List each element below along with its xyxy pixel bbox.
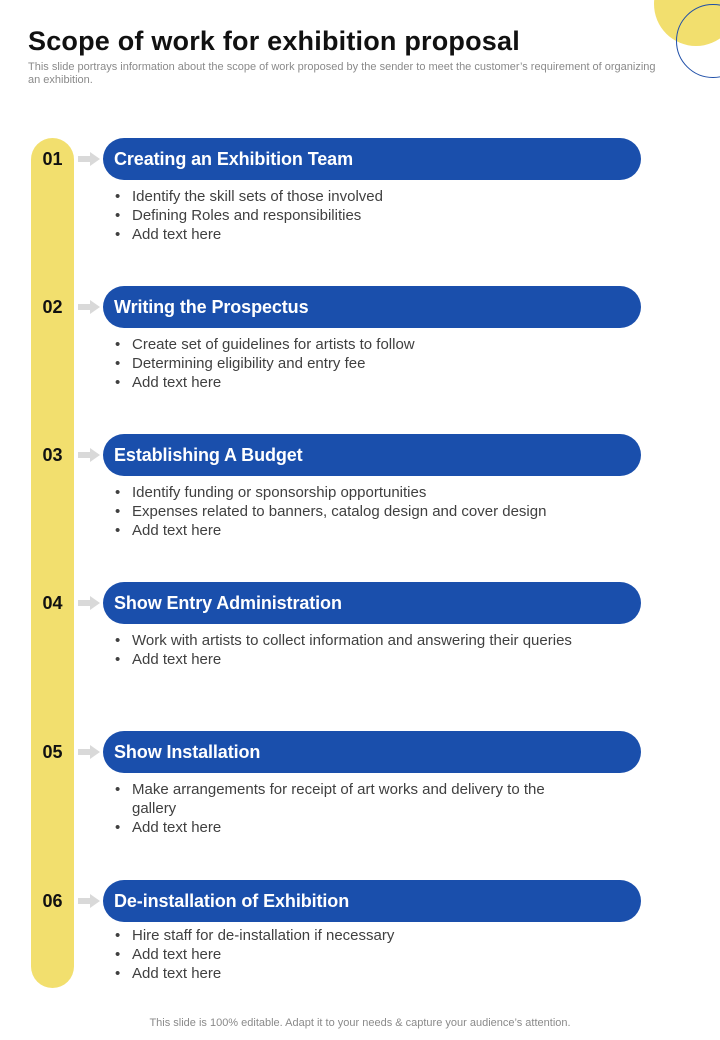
step-heading: Creating an Exhibition Team: [103, 138, 641, 180]
bullet-item: • Add text here: [132, 650, 592, 669]
step-4: [0, 582, 720, 702]
step-1: [0, 138, 720, 258]
bullet-item: • Add text here: [132, 818, 592, 837]
timeline-bar: [31, 138, 74, 988]
step-bullets: [132, 187, 592, 244]
step-heading: Show Entry Administration: [103, 582, 641, 624]
step-heading: De-installation of Exhibition: [103, 880, 641, 922]
bullet-item: • Add text here: [132, 373, 592, 392]
bullet-item: • Expenses related to banners, catalog design and cover design: [132, 502, 592, 521]
bullet-item: • Identify funding or sponsorship opportunities: [132, 483, 592, 502]
step-2: [0, 286, 720, 406]
step-number: 02: [42, 297, 63, 317]
step-6: [0, 880, 720, 1000]
arrow-right-icon: [78, 745, 100, 759]
step-bullets: [132, 631, 592, 669]
page-subtitle: This slide portrays information about the scope of work proposed by the sender to meet the customer’s requirement of organizing an exhibition.: [28, 61, 656, 86]
arrow-right-icon: [78, 596, 100, 610]
bullet-item: • Add text here: [132, 225, 592, 244]
step-3: [0, 434, 720, 554]
step-number: 05: [42, 742, 63, 762]
step-number: 06: [42, 891, 63, 911]
arrow-right-icon: [78, 448, 100, 462]
step-bullets: [132, 335, 592, 392]
bullet-item: • Determining eligibility and entry fee: [132, 354, 592, 373]
step-number: 04: [42, 593, 63, 613]
arrow-right-icon: [78, 300, 100, 314]
step-heading: Writing the Prospectus: [103, 286, 641, 328]
arrow-right-icon: [78, 894, 100, 908]
bullet-item: • Work with artists to collect information and answering their queries: [132, 631, 592, 650]
bullet-item: • Defining Roles and responsibilities: [132, 206, 592, 225]
step-heading: Establishing A Budget: [103, 434, 641, 476]
step-bullets: [132, 926, 592, 983]
step-bullets: [132, 780, 592, 837]
bullet-item: • Identify the skill sets of those involved: [132, 187, 592, 206]
arrow-right-icon: [78, 152, 100, 166]
bullet-item: • Add text here: [132, 964, 592, 983]
footer-note: This slide is 100% editable. Adapt it to your needs & capture your audience’s attention.: [149, 1017, 571, 1029]
bullet-item: • Add text here: [132, 945, 592, 964]
step-heading: Show Installation: [103, 731, 641, 773]
step-5: [0, 731, 720, 851]
bullet-item: • Create set of guidelines for artists to follow: [132, 335, 592, 354]
step-bullets: [132, 483, 592, 540]
step-number: 01: [42, 149, 63, 169]
bullet-item: • Make arrangements for receipt of art works and delivery to the gallery: [132, 780, 592, 818]
step-number: 03: [42, 445, 63, 465]
bullet-item: • Hire staff for de-installation if necessary: [132, 926, 592, 945]
bullet-item: • Add text here: [132, 521, 592, 540]
page-title: Scope of work for exhibition proposal: [28, 26, 520, 56]
